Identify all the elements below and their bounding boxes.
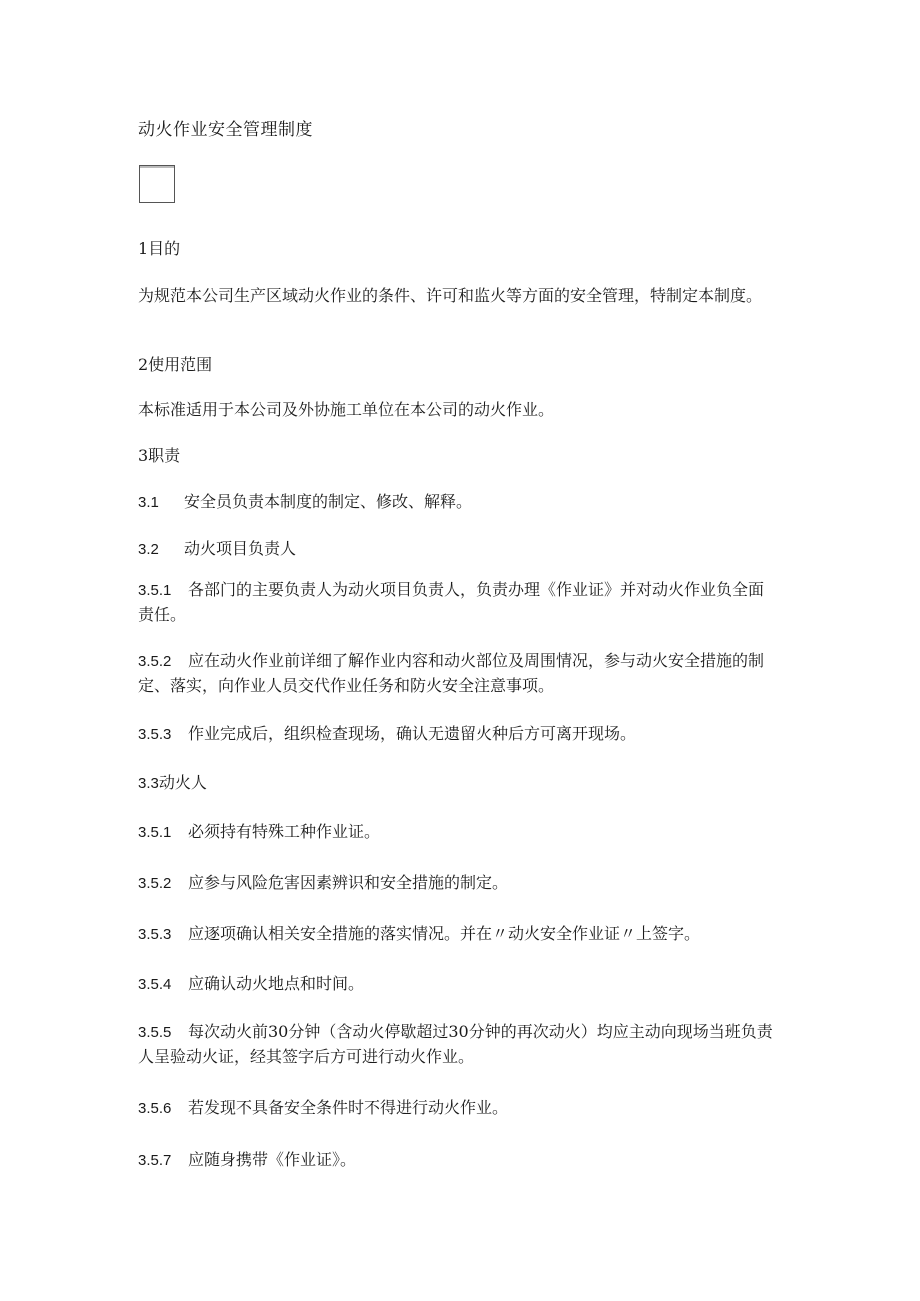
subsection-number: 3.3 [138, 775, 159, 792]
document-title: 动火作业安全管理制度 [138, 120, 313, 140]
item-number: 3.1 [138, 494, 159, 511]
list-item [138, 1148, 778, 1173]
list-item [138, 871, 778, 896]
item-text: 应逐项确认相关安全措施的落实情况。并在〃动火安全作业证〃上签字。 [188, 924, 701, 943]
item-number: 3.5.1 [138, 824, 172, 841]
subsection-heading-fire-operator [138, 771, 778, 796]
item-number: 3.5.1 [138, 582, 172, 599]
section-heading-scope: 2使用范围 [138, 355, 213, 374]
item-number: 3.5.2 [138, 875, 172, 892]
item-text: 应随身携带《作业证》。 [188, 1150, 357, 1169]
checkbox[interactable] [139, 165, 175, 203]
list-item [138, 820, 778, 845]
list-item [138, 722, 778, 747]
list-item [138, 537, 778, 562]
item-number: 3.2 [138, 541, 159, 558]
list-item [138, 922, 778, 947]
list-item [138, 972, 778, 997]
section-text-purpose: 为规范本公司生产区域动火作业的条件、许可和监火等方面的安全管理，特制定本制度。 [138, 286, 763, 305]
item-number: 3.5.3 [138, 926, 172, 943]
section-heading-purpose: 1目的 [138, 239, 181, 258]
item-text: 应确认动火地点和时间。 [188, 974, 365, 993]
item-text: 应在动火作业前详细了解作业内容和动火部位及周围情况，参与动火安全措施的制定、落实，向作业人员交代作业任务和防火安全注意事项。 [138, 651, 765, 695]
item-text: 应参与风险危害因素辨识和安全措施的制定。 [188, 873, 509, 892]
item-text: 必须持有特殊工种作业证。 [188, 822, 381, 841]
item-text: 若发现不具备安全条件时不得进行动火作业。 [188, 1098, 509, 1117]
item-number: 3.5.2 [138, 653, 172, 670]
section-heading-duties: 3职责 [138, 446, 181, 465]
item-text: 作业完成后，组织检查现场，确认无遗留火种后方可离开现场。 [188, 724, 637, 743]
section-text-scope: 本标准适用于本公司及外协施工单位在本公司的动火作业。 [138, 400, 555, 419]
list-item [138, 1096, 778, 1121]
item-number: 3.5.4 [138, 976, 172, 993]
item-text: 安全员负责本制度的制定、修改、解释。 [184, 492, 473, 511]
item-number: 3.5.3 [138, 726, 172, 743]
list-item [138, 490, 778, 515]
list-item [138, 1020, 778, 1069]
item-text: 动火项目负责人 [184, 539, 297, 558]
list-item [138, 649, 778, 698]
item-text: 每次动火前30分钟（含动火停歇超过30分钟的再次动火）均应主动向现场当班负责人呈验动火证，经其签字后方可进行动火作业。 [138, 1022, 773, 1066]
item-number: 3.5.5 [138, 1024, 172, 1041]
list-item [138, 578, 778, 627]
item-number: 3.5.7 [138, 1152, 172, 1169]
item-number: 3.5.6 [138, 1100, 172, 1117]
item-text: 各部门的主要负责人为动火项目负责人，负责办理《作业证》并对动火作业负全面责任。 [138, 580, 765, 624]
subsection-title: 动火人 [158, 773, 207, 792]
